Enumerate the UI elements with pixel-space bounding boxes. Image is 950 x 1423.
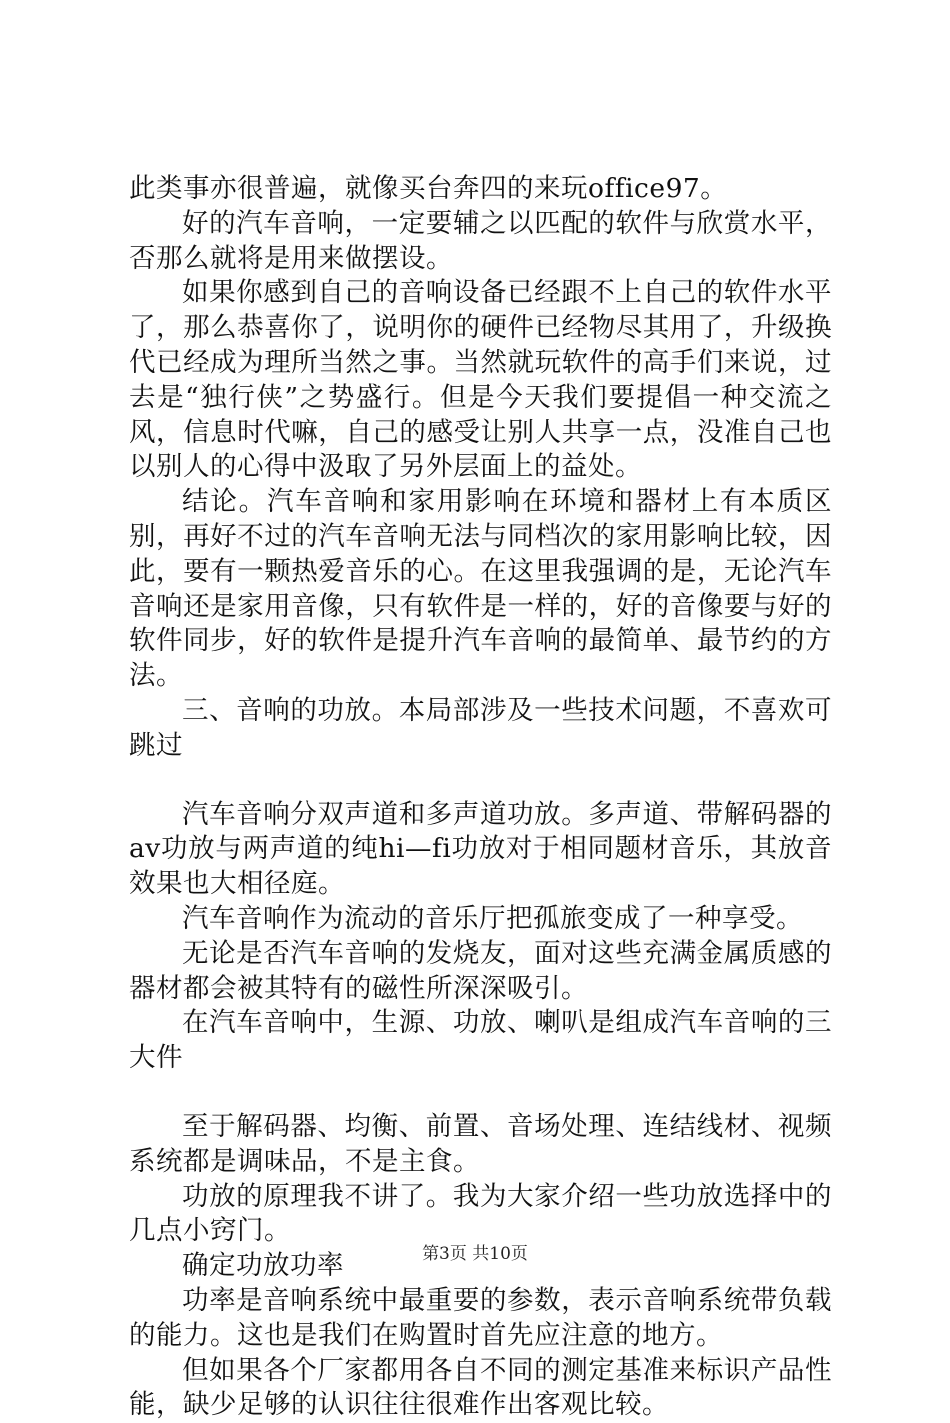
paragraph: 汽车音响分双声道和多声道功放。多声道、带解码器的av功放与两声道的纯hi—fi功放对于相同题材音乐，其放音效果也大相径庭。 <box>129 798 832 902</box>
paragraph: 至于解码器、均衡、前置、音场处理、连结线材、视频系统都是调味品，不是主食。 <box>129 1110 832 1180</box>
paragraph: 汽车音响作为流动的音乐厅把孤旅变成了一种享受。 <box>129 902 832 937</box>
paragraph: 好的汽车音响，一定要辅之以匹配的软件与欣赏水平，否那么就将是用来做摆设。 <box>129 207 832 277</box>
paragraph: 结论。汽车音响和家用影响在环境和器材上有本质区别，再好不过的汽车音响无法与同档次的家用影响比较，因此，要有一颗热爱音乐的心。在这里我强调的是，无论汽车音响还是家用音像，只有软件是一样的，好的音像要与好的软件同步，好的软件是提升汽车音响的最简单、最节约的方法。 <box>129 485 832 694</box>
paragraph: 但如果各个厂家都用各自不同的测定基准来标识产品性能，缺少足够的认识往往很难作出客观比较。 <box>129 1354 832 1423</box>
paragraph: 在汽车音响中，生源、功放、喇叭是组成汽车音响的三大件 <box>129 1006 832 1076</box>
paragraph: 功放的原理我不讲了。我为大家介绍一些功放选择中的几点小窍门。 <box>129 1180 832 1250</box>
paragraph: 此类事亦很普遍，就像买台奔四的来玩office97。 <box>129 172 832 207</box>
document-body <box>129 172 832 1423</box>
paragraph: 如果你感到自己的音响设备已经跟不上自己的软件水平了，那么恭喜你了，说明你的硬件已经物尽其用了，升级换代已经成为理所当然之事。当然就玩软件的高手们来说，过去是“独行侠”之势盛行。但是今天我们要提倡一种交流之风，信息时代嘛，自己的感受让别人共享一点，没准自己也以别人的心得中汲取了另外层面上的益处。 <box>129 276 832 485</box>
page-footer: 第3页 共10页 <box>0 1243 950 1265</box>
subheading: 确定功放功率 <box>129 1249 832 1284</box>
paragraph: 无论是否汽车音响的发烧友，面对这些充满金属质感的器材都会被其特有的磁性所深深吸引。 <box>129 937 832 1007</box>
paragraph: 功率是音响系统中最重要的参数，表示音响系统带负载的能力。这也是我们在购置时首先应注意的地方。 <box>129 1284 832 1354</box>
section-heading: 三、音响的功放。本局部涉及一些技术问题，不喜欢可跳过 <box>129 694 832 764</box>
